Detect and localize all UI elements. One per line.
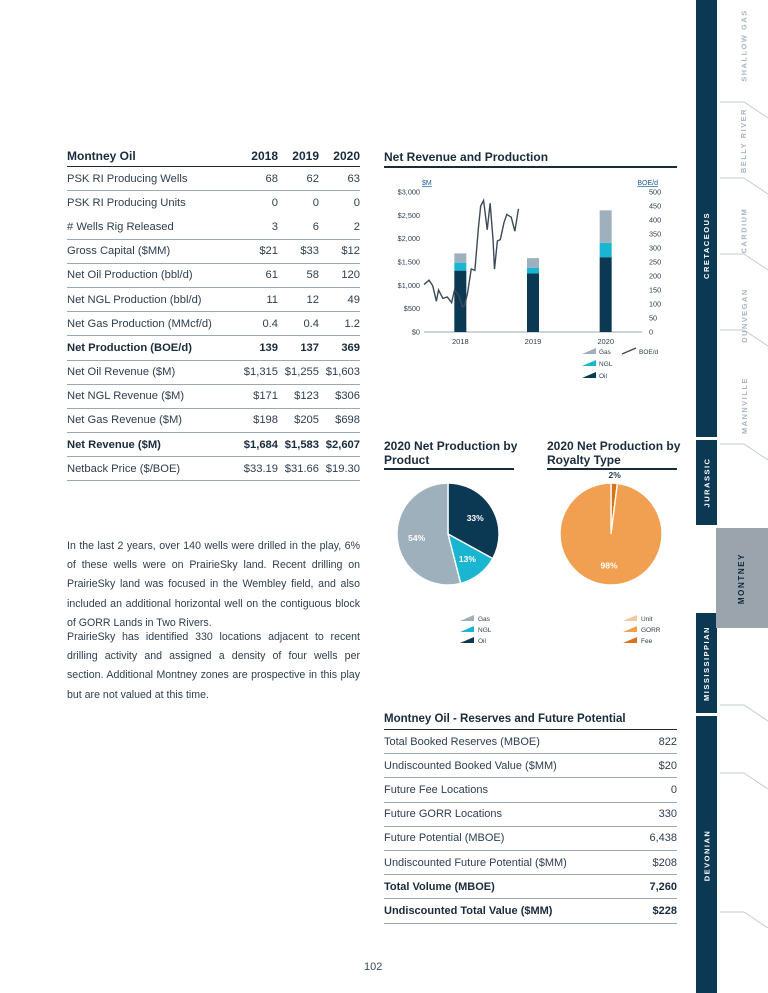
legend-label: Oil — [599, 373, 607, 380]
row-value: 137 — [300, 341, 319, 354]
left-axis-label: $M — [422, 180, 432, 187]
x-tick-label: 2020 — [597, 337, 615, 346]
y-tick-label: $2,500 — [397, 210, 420, 220]
legend-label: Unit — [641, 616, 653, 623]
chart-legend — [582, 348, 659, 380]
y2-tick-label: 50 — [649, 313, 658, 323]
x-tick-label: 2018 — [451, 337, 469, 346]
tab-dunvegan[interactable]: DUNVEGAN — [739, 287, 749, 343]
row-value: 1.2 — [344, 317, 360, 330]
chart-title-rule — [547, 468, 677, 470]
y-tick-label: $2,000 — [397, 234, 420, 244]
legend-swatch — [623, 626, 637, 632]
row-value: $12 — [341, 245, 360, 258]
table-row — [67, 409, 360, 433]
row-value: $33.19 — [243, 462, 278, 475]
row-label: Net Oil Production (bbl/d) — [67, 269, 193, 282]
revenue-production-chart — [384, 170, 677, 385]
era-label-mississippian[interactable]: MISSISSIPPIAN — [702, 625, 711, 701]
row-value: 0 — [353, 197, 360, 210]
table-row — [384, 875, 677, 899]
row-label: Net Production (BOE/d) — [67, 341, 192, 354]
row-value: 0 — [670, 783, 677, 796]
row-value: 58 — [306, 269, 319, 282]
row-label: Net NGL Revenue ($M) — [67, 390, 185, 403]
row-value: $1,583 — [284, 438, 319, 451]
row-value: 2 — [353, 220, 360, 233]
slice-value-label: 2% — [608, 472, 621, 481]
y-tick-label: $0 — [411, 327, 420, 337]
row-value: 330 — [658, 808, 677, 821]
table-row — [384, 899, 677, 923]
page-number: 102 — [364, 961, 383, 973]
row-value: $123 — [294, 390, 319, 403]
row-label: PSK RI Producing Units — [67, 197, 186, 210]
reserves-table-title: Montney Oil - Reserves and Future Potential — [384, 711, 677, 730]
row-value: 0 — [271, 197, 278, 210]
table-row — [67, 361, 360, 385]
row-label: Undiscounted Future Potential ($MM) — [384, 856, 567, 869]
row-value: $1,684 — [243, 438, 278, 451]
legend-label: Gas — [478, 616, 490, 623]
y-tick-label: $1,500 — [397, 257, 420, 267]
y2-tick-label: 500 — [649, 187, 662, 197]
row-label: Future Potential (MBOE) — [384, 832, 505, 845]
row-value: 7,260 — [649, 880, 677, 893]
table-row — [67, 457, 360, 481]
legend-swatch — [623, 615, 637, 621]
y2-tick-label: 100 — [649, 299, 662, 309]
row-value: $205 — [294, 414, 319, 427]
row-label: Net Oil Revenue ($M) — [67, 366, 176, 379]
bar-segment-gas — [527, 258, 539, 268]
montney-oil-table — [67, 147, 360, 481]
row-label: Undiscounted Booked Value ($MM) — [384, 759, 557, 772]
row-label: Undiscounted Total Value ($MM) — [384, 904, 553, 917]
row-label: Net Gas Production (MMcf/d) — [67, 317, 212, 330]
row-label: Total Booked Reserves (MBOE) — [384, 735, 540, 748]
chart-title: 2020 Net Production by Product — [384, 439, 518, 467]
row-value: 0.4 — [262, 317, 278, 330]
bar-segment-ngl — [454, 263, 466, 271]
right-axis-label: BOE/d — [637, 180, 658, 187]
slice-value-label: 54% — [408, 532, 426, 543]
boe-line — [424, 200, 518, 306]
era-label-jurassic[interactable]: JURASSIC — [702, 457, 711, 508]
legend-label: NGL — [599, 361, 613, 368]
table-row — [67, 336, 360, 360]
y2-tick-label: 150 — [649, 285, 662, 295]
bar-segment-oil — [600, 257, 612, 332]
row-label: Net Gas Revenue ($M) — [67, 414, 183, 427]
row-label: Future GORR Locations — [384, 808, 502, 821]
row-value: $20 — [658, 759, 677, 772]
tab-belly-river[interactable]: BELLY RIVER — [739, 107, 749, 173]
row-label: Net NGL Production (bbl/d) — [67, 293, 202, 306]
row-value: $698 — [335, 414, 360, 427]
row-value: 63 — [347, 172, 360, 185]
row-label: PSK RI Producing Wells — [67, 172, 188, 185]
row-value: 68 — [265, 172, 278, 185]
row-label: Gross Capital ($MM) — [67, 245, 171, 258]
legend-swatch — [460, 615, 474, 621]
chart-title: 2020 Net Production by Royalty Type — [547, 439, 681, 467]
table-row — [67, 167, 360, 191]
row-value: $1,255 — [284, 366, 319, 379]
table-row — [67, 433, 360, 457]
y2-tick-label: 0 — [649, 327, 654, 337]
y2-tick-label: 250 — [649, 257, 662, 267]
row-label: Total Volume (MBOE) — [384, 880, 495, 893]
row-value: 0 — [312, 197, 319, 210]
royalty-pie-chart — [547, 472, 677, 647]
row-label: # Wells Rig Released — [67, 220, 174, 233]
row-value: 11 — [266, 293, 278, 306]
row-value: $171 — [253, 390, 278, 403]
row-value: $1,315 — [243, 366, 278, 379]
legend-label: BOE/d — [639, 349, 659, 356]
x-tick-label: 2019 — [524, 337, 542, 346]
row-value: $31.66 — [284, 462, 319, 475]
row-value: 0.4 — [303, 317, 319, 330]
row-value: $228 — [652, 904, 677, 917]
y2-tick-label: 300 — [649, 243, 662, 253]
legend-swatch — [582, 348, 596, 354]
row-value: 61 — [265, 269, 278, 282]
slice-value-label: 13% — [458, 553, 476, 564]
y-tick-label: $500 — [403, 304, 420, 314]
row-value: 822 — [658, 735, 677, 748]
table-title: Montney Oil — [67, 149, 136, 163]
row-value: $306 — [335, 390, 360, 403]
legend-swatch — [582, 372, 596, 378]
tab-cardium[interactable]: CARDIUM — [739, 207, 749, 253]
legend-label: Oil — [478, 638, 486, 645]
body-paragraph: PrairieSky has identified 330 locations adjacent to recent drilling activity and assigned a density of four wells per section. Additional Montney zones are prospective in this play but are not valued at this time. — [67, 631, 360, 701]
row-value: 6,438 — [649, 832, 677, 845]
bar-segment-oil — [527, 273, 539, 332]
row-value: 6 — [312, 220, 319, 233]
table-row — [384, 851, 677, 875]
year-header: 2019 — [292, 149, 319, 163]
legend-swatch — [582, 360, 596, 366]
bar-segment-ngl — [600, 243, 612, 257]
era-label-cretaceous[interactable]: CRETACEOUS — [702, 211, 712, 279]
table-row — [67, 191, 360, 215]
slice-value-label: 98% — [600, 560, 618, 571]
y2-tick-label: 400 — [649, 215, 662, 225]
chart-title: Net Revenue and Production — [384, 150, 549, 164]
slice-value-label: 33% — [466, 512, 484, 523]
y-tick-label: $3,000 — [397, 187, 420, 197]
table-row — [384, 778, 677, 802]
row-value: 49 — [347, 293, 360, 306]
row-value: $21 — [259, 245, 278, 258]
row-value: $208 — [652, 856, 677, 869]
reserves-table — [384, 711, 677, 924]
legend-label: NGL — [478, 627, 492, 634]
legend-swatch — [460, 637, 474, 643]
tab-mannville[interactable]: MANNVILLE — [739, 376, 749, 434]
y2-tick-label: 350 — [649, 229, 662, 239]
table-row — [384, 754, 677, 778]
row-label: Net Revenue ($M) — [67, 438, 161, 451]
row-label: Netback Price ($/BOE) — [67, 462, 181, 475]
bar-segment-gas — [600, 210, 612, 243]
row-value: 369 — [341, 341, 360, 354]
table-row — [67, 312, 360, 336]
table-row — [67, 264, 360, 288]
chart-title-rule — [384, 166, 677, 168]
year-header: 2020 — [333, 149, 360, 163]
bar-segment-ngl — [527, 268, 539, 274]
legend-swatch — [460, 626, 474, 632]
legend-label: GORR — [641, 627, 661, 634]
body-paragraph: In the last 2 years, over 140 wells were drilled in the play, 6% of these wells were on PrairieSky land. Recent drilling on PrairieSky land was focused in the Wembley field, and also included an additional horizontal well on the contiguous block of GORR Lands in Two Rivers. — [67, 540, 360, 629]
table-row — [384, 803, 677, 827]
table-row — [384, 827, 677, 851]
section-nav — [696, 0, 768, 993]
y2-tick-label: 200 — [649, 271, 662, 281]
row-value: $198 — [253, 414, 278, 427]
table-row — [67, 385, 360, 409]
row-value: $2,607 — [325, 438, 360, 451]
tab-shallow-gas[interactable]: SHALLOW GAS — [739, 8, 749, 82]
product-pie-chart — [384, 472, 514, 647]
legend-label: Gas — [599, 349, 611, 356]
legend-swatch — [623, 637, 637, 643]
legend-label: Fee — [641, 638, 653, 645]
table-row — [67, 215, 360, 239]
chart-title-rule — [384, 468, 514, 470]
row-value: $19.30 — [325, 462, 360, 475]
legend-line — [622, 348, 636, 354]
bar-segment-gas — [454, 253, 466, 262]
table-row — [67, 288, 360, 312]
row-value: 12 — [306, 293, 319, 306]
y2-tick-label: 450 — [649, 201, 662, 211]
row-value: 120 — [341, 269, 360, 282]
y-tick-label: $1,000 — [397, 280, 420, 290]
row-value: $33 — [300, 245, 319, 258]
row-value: 139 — [259, 341, 278, 354]
year-header: 2018 — [251, 149, 278, 163]
table-row — [67, 240, 360, 264]
row-value: 3 — [271, 220, 278, 233]
era-label-devonian[interactable]: DEVONIAN — [702, 829, 711, 881]
row-label: Future Fee Locations — [384, 783, 488, 796]
tab-montney-active[interactable]: MONTNEY — [716, 528, 768, 628]
table-row — [384, 730, 677, 754]
table-header — [67, 147, 360, 167]
row-value: $1,603 — [325, 366, 360, 379]
row-value: 62 — [306, 172, 319, 185]
